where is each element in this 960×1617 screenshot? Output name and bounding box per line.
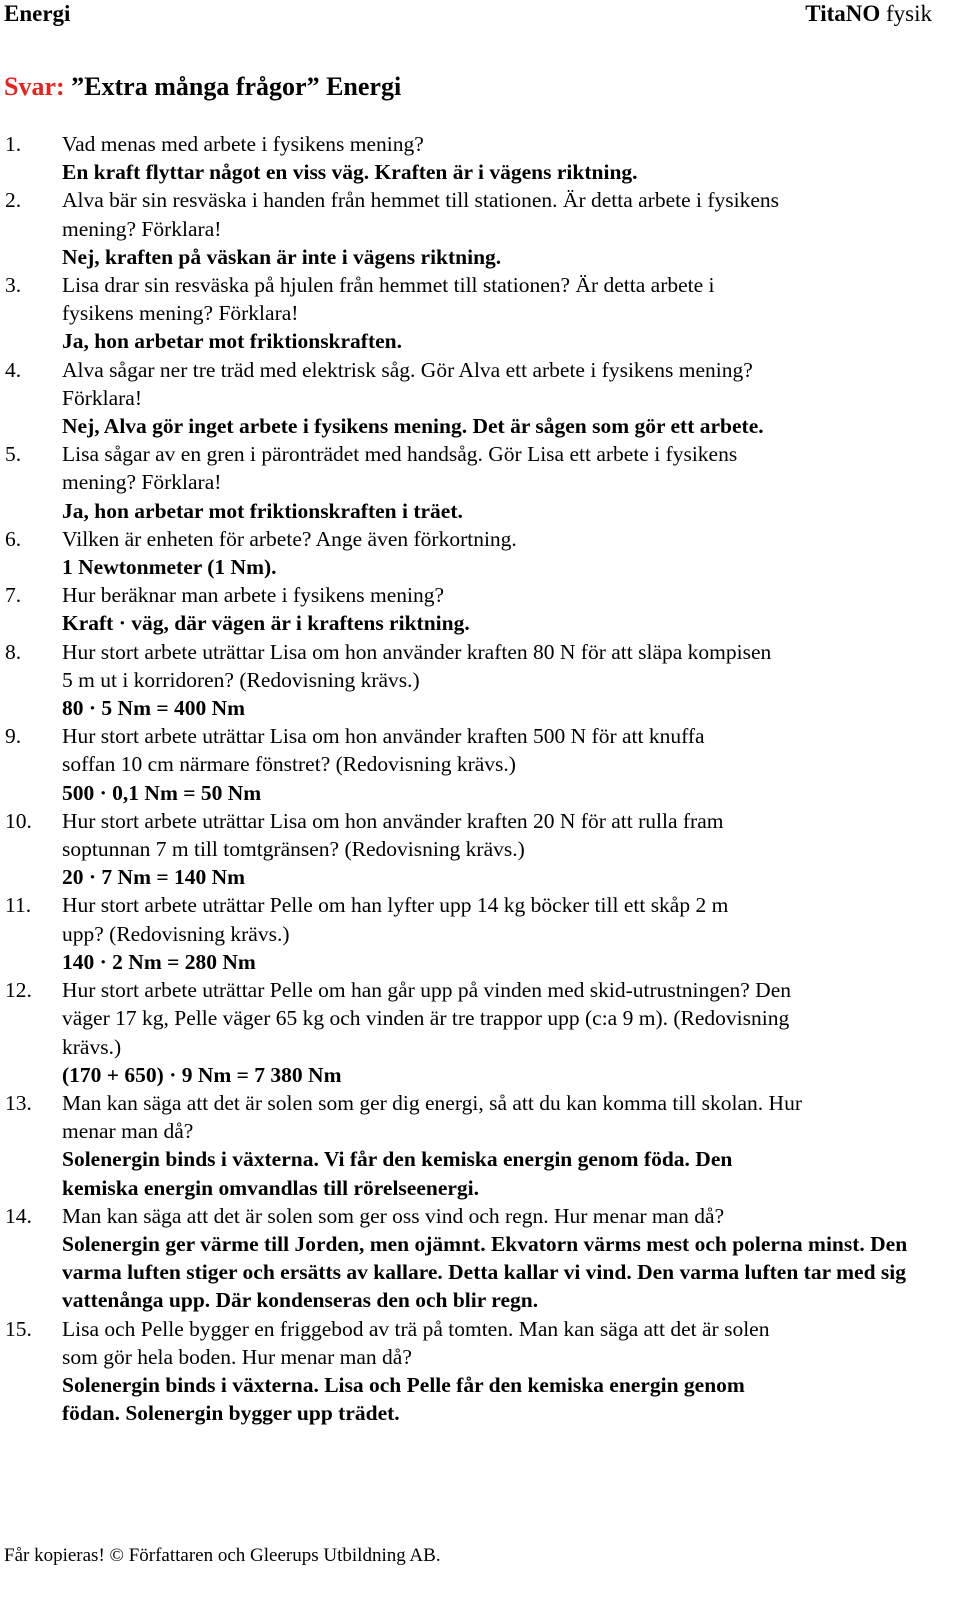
page-title	[4, 70, 401, 104]
question-item-7	[0, 581, 822, 637]
question-item-15	[0, 1315, 802, 1428]
answer-text: 20 · 7 Nm = 140 Nm	[62, 865, 246, 890]
question-text: Alva bär sin resväska i handen från hemmet till stationen. Är detta arbete i fysikens mening? Förklara!	[62, 188, 780, 241]
question-number: 6.	[5, 526, 22, 551]
question-text: Vad menas med arbete i fysikens mening?	[62, 132, 424, 156]
question-text: Hur stort arbete uträttar Pelle om han lyfter upp 14 kg böcker till ett skåp 2 m upp? (Redovisning krävs.)	[62, 893, 729, 946]
question-text: Man kan säga att det är solen som ger oss vind och regn. Hur menar man då?	[62, 1203, 725, 1228]
answer-text: 500 · 0,1 Nm = 50 Nm	[62, 780, 262, 805]
question-number: 12.	[5, 978, 32, 1003]
question-item-13	[0, 1089, 802, 1202]
header-section-title: Energi	[4, 1, 71, 26]
question-item-11	[0, 891, 732, 976]
answer-text: Ja, hon arbetar mot friktionskraften i träet.	[62, 498, 463, 523]
question-text: Hur stort arbete uträttar Pelle om han går upp på vinden med skid-utrustningen? Den väger 17 kg, Pelle väger 65 kg och vinden är tre trappor upp (c:a 9 m). (Redovisning krävs.)	[62, 978, 792, 1059]
question-item-9	[0, 722, 732, 807]
title-text: ”Extra många frågor” Energi	[71, 72, 402, 101]
answer-text: En kraft flyttar något en viss väg. Kraften är i vägens riktning.	[62, 160, 638, 185]
question-item-5	[0, 440, 752, 525]
question-number: 3.	[5, 273, 22, 298]
answer-text: Solenergin ger värme till Jorden, men ojämnt. Ekvatorn värms mest och polerna minst. Den varma luften stiger och ersätts av kallare. Detta kallar vi vind. Den varma luften tar med sig vattenånga upp. Där kondenseras den och blir regn.	[62, 1231, 908, 1313]
question-number: 9.	[5, 724, 22, 749]
answer-text: Nej, Alva gör inget arbete i fysikens mening. Det är sågen som gör ett arbete.	[62, 414, 764, 439]
question-item-1	[0, 130, 762, 186]
question-text: Hur beräknar man arbete i fysikens mening?	[62, 583, 445, 608]
answer-text: Solenergin binds i växterna. Lisa och Pelle får den kemiska energin genom födan. Solenergin bygger upp trädet.	[62, 1372, 745, 1426]
question-number: 8.	[5, 639, 22, 664]
answer-text: 140 · 2 Nm = 280 Nm	[62, 949, 256, 974]
question-text: Hur stort arbete uträttar Lisa om hon använder kraften 80 N för att släpa kompisen 5 m ut i korridoren? (Redovisning krävs.)	[62, 639, 772, 692]
answer-text: (170 + 650) · 9 Nm = 7 380 Nm	[62, 1062, 342, 1087]
question-number: 13.	[5, 1090, 32, 1115]
question-item-6	[0, 525, 822, 581]
question-list	[0, 130, 940, 1427]
footer-copyright: Får kopieras! © Författaren och Gleerups Utbildning AB.	[4, 1545, 441, 1566]
question-number: 14.	[5, 1203, 32, 1228]
answer-text: Ja, hon arbetar mot friktionskraften.	[62, 329, 403, 354]
question-item-2	[0, 186, 797, 271]
header-brand	[805, 0, 932, 28]
answer-text: Kraft · väg, där vägen är i kraftens riktning.	[62, 611, 470, 636]
question-number: 11.	[5, 893, 32, 918]
question-item-14	[0, 1202, 932, 1315]
question-item-12	[0, 976, 792, 1089]
question-text: Lisa och Pelle bygger en friggebod av trä på tomten. Man kan säga att det är solen som gör hela boden. Hur menar man då?	[62, 1316, 770, 1369]
question-text: Vilken är enheten för arbete? Ange även förkortning.	[62, 526, 517, 551]
question-text: Lisa sågar av en gren i päronträdet med handsåg. Gör Lisa ett arbete i fysikens mening? Förklara!	[62, 442, 738, 495]
question-text: Hur stort arbete uträttar Lisa om hon använder kraften 500 N för att knuffa soffan 10 cm närmare fönstret? (Redovisning krävs.)	[62, 724, 705, 777]
question-text: Alva sågar ner tre träd med elektrisk såg. Gör Alva ett arbete i fysikens mening? Förklara!	[62, 357, 753, 410]
question-number: 4.	[5, 357, 22, 382]
question-number: 1.	[5, 132, 22, 156]
brand-name: TitaNO	[805, 1, 881, 26]
question-number: 5.	[5, 442, 22, 467]
question-item-10	[0, 807, 772, 892]
answer-text: 1 Newtonmeter (1 Nm).	[62, 555, 277, 580]
question-item-4	[0, 356, 767, 441]
question-number: 7.	[5, 583, 22, 608]
question-number: 2.	[5, 188, 22, 213]
question-item-8	[0, 638, 782, 723]
question-number: 15.	[5, 1316, 32, 1341]
brand-subject: fysik	[886, 1, 932, 26]
question-item-3	[0, 271, 727, 356]
answer-text: 80 · 5 Nm = 400 Nm	[62, 696, 246, 721]
question-text: Man kan säga att det är solen som ger dig energi, så att du kan komma till skolan. Hur menar man då?	[62, 1090, 802, 1144]
question-text: Lisa drar sin resväska på hjulen från hemmet till stationen? Är detta arbete i fysikens mening? Förklara!	[62, 273, 715, 326]
question-number: 10.	[5, 808, 32, 833]
answer-text: Nej, kraften på väskan är inte i vägens riktning.	[62, 244, 502, 269]
title-prefix: Svar:	[4, 72, 65, 101]
answer-text: Solenergin binds i växterna. Vi får den kemiska energin genom föda. Den kemiska energin omvandlas till rörelseenergi.	[62, 1147, 733, 1200]
question-text: Hur stort arbete uträttar Lisa om hon använder kraften 20 N för att rulla fram soptunnan 7 m till tomtgränsen? (Redovisning krävs.)	[62, 808, 724, 862]
